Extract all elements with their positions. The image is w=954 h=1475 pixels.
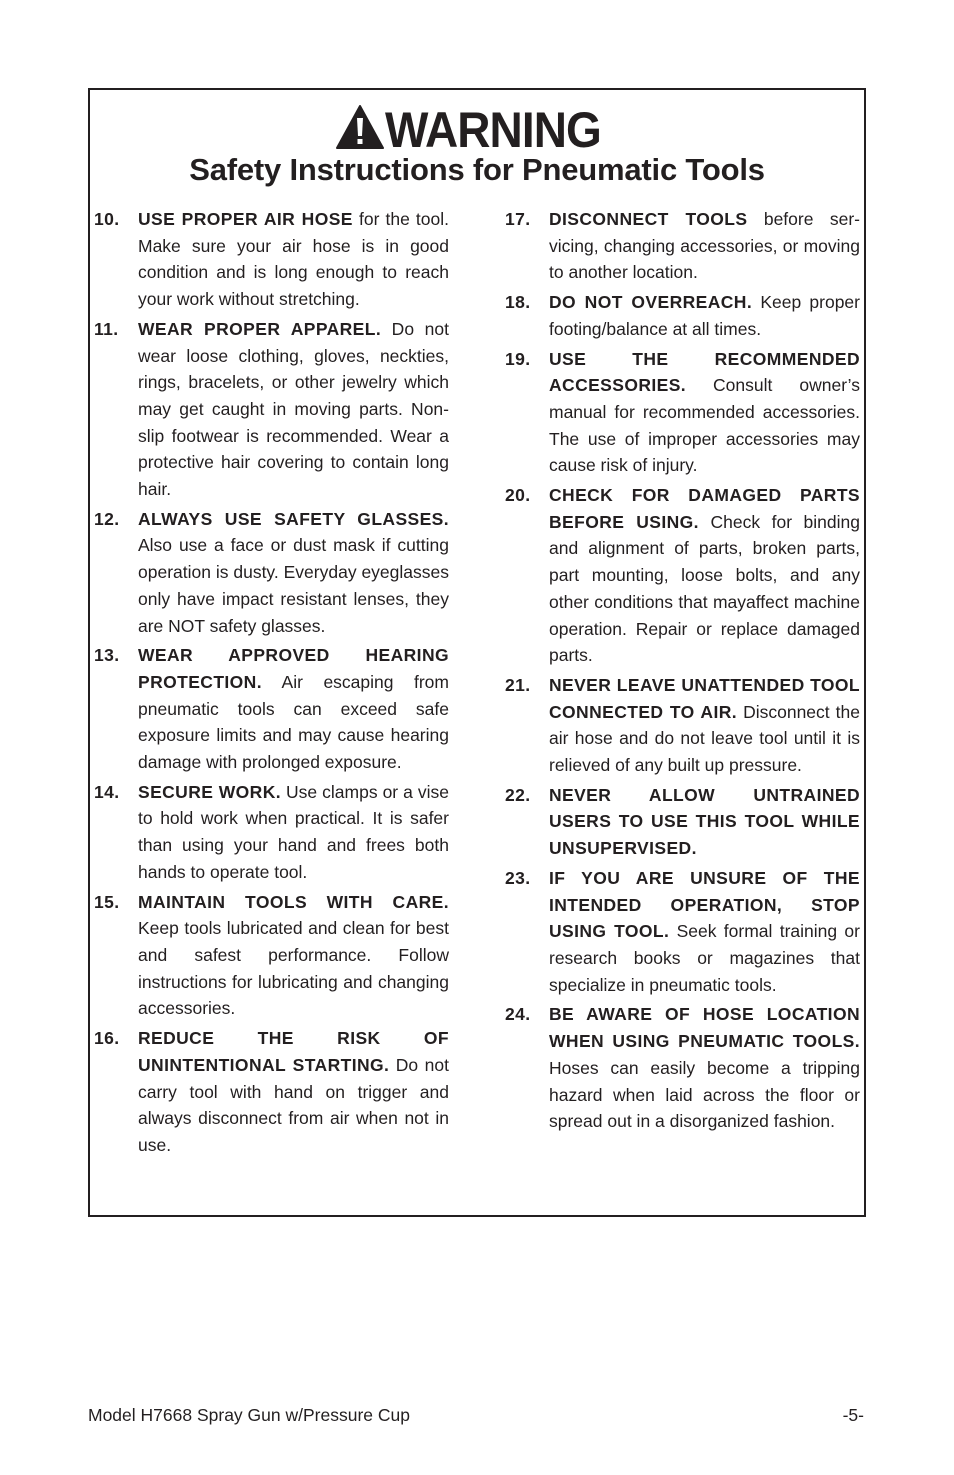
safety-item — [94, 1025, 449, 1159]
item-heading: BE AWARE OF HOSE LOCATION WHEN USING PNEUMATIC TOOLS. — [549, 1004, 860, 1052]
item-number: 16. — [94, 1028, 120, 1049]
item-heading: WEAR PROPER APPAREL. — [138, 318, 382, 339]
warning-title: WARNING — [384, 102, 601, 158]
item-body: Do not carry tool with hand on trigger and always disconnect from air when not in use. — [138, 1054, 449, 1155]
safety-item — [505, 482, 860, 669]
item-body: for the tool. Make sure your air hose is in good condition and is long enough to reach your work without stretching. — [138, 209, 449, 310]
item-number: 12. — [94, 508, 120, 529]
item-body: Air escaping from pneumatic tools can exceed safe exposure limits and may cause hearing damage with prolonged exposure. — [138, 671, 449, 773]
safety-item — [505, 782, 860, 862]
item-body: Consult owner’s manual for recommended accessories. The use of improper accessories may cause risk of injury. — [549, 375, 860, 476]
safety-item — [94, 642, 449, 776]
item-body: Seek formal training or research books or magazines that specialize in pneumatic tools. — [549, 921, 860, 995]
safety-item — [505, 672, 860, 779]
item-number: 17. — [505, 209, 531, 229]
left-column — [94, 206, 449, 1162]
item-body: Disconnect the air hose and do not leave tool until it is relieved of any built up pressure. — [549, 701, 861, 776]
warning-triangle-icon — [335, 104, 385, 150]
safety-item — [94, 506, 449, 640]
item-heading: MAINTAIN TOOLS WITH CARE. — [138, 891, 449, 912]
safety-item — [94, 316, 449, 503]
item-heading: USE THE RECOMMENDED ACCESSORIES. — [549, 348, 860, 396]
item-body: Keep tools lubricated and clean for best and safest performance. Follow instructions for lubricating and changing accessories. — [138, 918, 449, 1019]
item-number: 13. — [94, 645, 120, 666]
item-heading: NEVER ALLOW UNTRAINED USERS TO USE THIS TOOL WHILE UNSUPERVISED. — [549, 784, 860, 859]
footer-model: Model H7668 Spray Gun w/Pressure Cup — [88, 1405, 410, 1425]
safety-item — [94, 889, 449, 1023]
item-body: Do not wear loose clothing, gloves, neckties, rings, bracelets, or other jewelry which may get caught in moving parts. Non-slip footwear is recommended. Wear a protective hair covering to contain long hair. — [138, 318, 449, 500]
item-number: 20. — [505, 485, 531, 506]
item-number: 23. — [505, 867, 531, 888]
item-heading: SECURE WORK. — [138, 781, 282, 802]
section-subtitle: Safety Instructions for Pneumatic Tools — [189, 152, 765, 187]
item-number: 21. — [505, 674, 531, 695]
item-body: Keep proper footing/balance at all times. — [549, 292, 860, 339]
item-heading: DISCONNECT TOOLS — [549, 209, 748, 229]
safety-item — [505, 346, 860, 480]
item-body: Use clamps or a vise to hold work when practical. It is safer than using your hand and frees both hands to operate tool. — [138, 781, 449, 882]
safety-item — [94, 779, 449, 886]
warning-box — [88, 88, 866, 1217]
item-body: Also use a face or dust mask if cutting operation is dusty. Everyday eyeglasses only have impact resistant lenses, they are NOT safety glasses. — [138, 535, 449, 636]
item-number: 10. — [94, 209, 120, 229]
item-heading: ALWAYS USE SAFETY GLASSES. — [138, 508, 449, 529]
item-heading: IF YOU ARE UNSURE OF THE INTENDED OPERATION, STOP USING TOOL. — [549, 867, 860, 942]
item-heading: REDUCE THE RISK OF UNINTENTIONAL STARTING. — [138, 1028, 449, 1075]
item-number: 18. — [505, 292, 531, 313]
item-number: 24. — [505, 1004, 531, 1025]
item-body: Hoses can easily become a tripping hazard when laid across the floor or spread out in a disorganized fashion. — [549, 1057, 860, 1132]
safety-item — [505, 206, 860, 286]
item-heading: CHECK FOR DAMAGED PARTS BEFORE USING. — [549, 485, 860, 532]
item-number: 22. — [505, 784, 531, 805]
item-number: 15. — [94, 891, 120, 912]
item-heading: USE PROPER AIR HOSE — [138, 209, 353, 229]
safety-item — [505, 289, 860, 342]
page-number: -5- — [842, 1405, 864, 1425]
item-body: before servicing, changing accessories, or moving to another location. — [549, 209, 860, 283]
safety-item — [505, 1001, 860, 1135]
safety-item — [505, 865, 860, 999]
item-body: Check for binding and alignment of parts, broken parts, part mounting, loose bolts, and any other conditions that mayaffect machine operation. Repair or replace damaged parts. — [549, 511, 860, 666]
item-heading: NEVER LEAVE UNATTENDED TOOL CONNECTED TO AIR. — [549, 674, 860, 722]
safety-item — [94, 206, 449, 313]
item-heading: DO NOT OVERREACH. — [549, 292, 753, 313]
right-column — [505, 206, 860, 1138]
item-number: 11. — [94, 318, 119, 339]
item-heading: WEAR APPROVED HEARING PROTECTION. — [138, 645, 449, 692]
item-number: 19. — [505, 348, 531, 369]
item-number: 14. — [94, 781, 120, 802]
